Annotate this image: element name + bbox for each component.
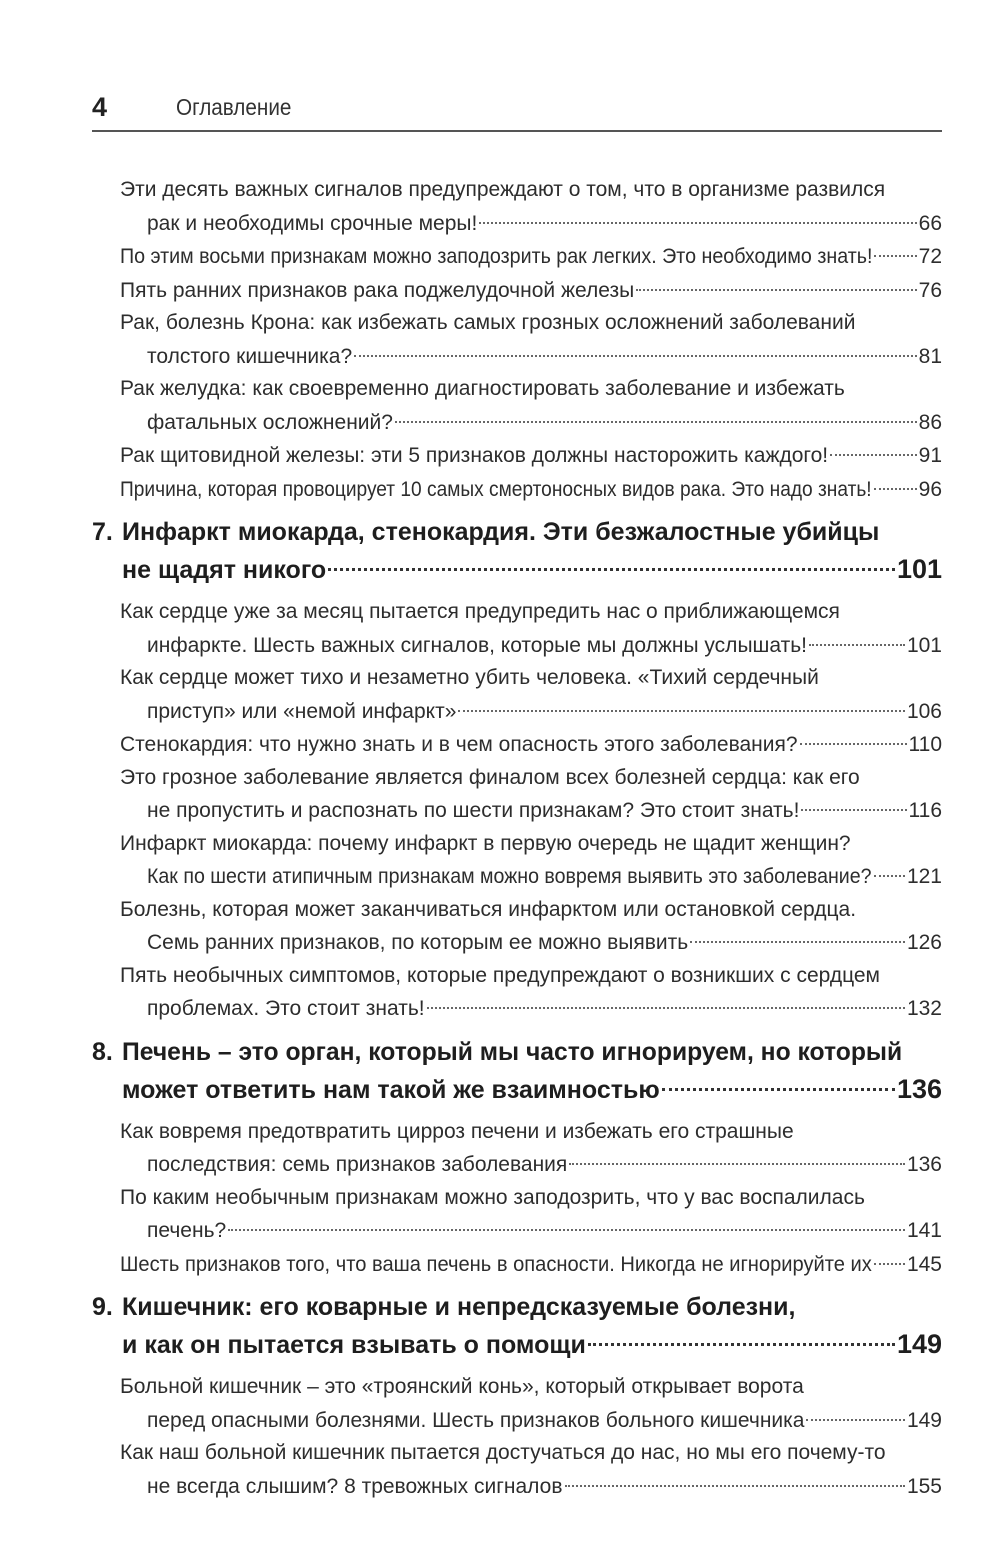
toc-entry[interactable] — [92, 894, 942, 960]
toc-page-number: 126 — [906, 931, 942, 954]
chapter-page-number: 149 — [896, 1329, 942, 1359]
dot-leader — [636, 268, 916, 291]
toc-page-number: 121 — [906, 865, 942, 888]
toc-page-number: 86 — [918, 410, 942, 434]
toc-entry[interactable] — [92, 439, 942, 473]
dot-leader — [662, 1063, 895, 1091]
toc-entry-text: Как наш больной кишечник пытается достучаться до нас, но мы его почему-то — [120, 1441, 886, 1464]
toc-entry-text: фатальных осложнений? — [147, 410, 393, 434]
toc-entry-text: По этим восьми признакам можно заподозрить рак легких. Это необходимо знать! — [120, 245, 873, 268]
toc-entry-text: Рак щитовидной железы: эти 5 признаков должны насторожить каждого! — [120, 444, 829, 467]
toc-entry[interactable] — [92, 174, 942, 240]
toc-entry-text: Причина, которая провоцирует 10 самых смертоносных видов рака. Это надо знать! — [120, 477, 872, 501]
chapter-title: Кишечник: его коварные и непредсказуемые болезни, — [122, 1293, 796, 1321]
dot-leader — [690, 920, 905, 943]
toc-entry-text: Болезнь, которая может заканчиваться инфарктом или остановкой сердца. — [120, 897, 857, 921]
dot-leader — [228, 1208, 905, 1231]
toc-entry[interactable] — [92, 728, 942, 762]
toc-page-number: 72 — [918, 245, 942, 268]
toc-entry[interactable] — [92, 274, 942, 308]
toc-page-number: 145 — [906, 1252, 942, 1276]
toc-page-number: 106 — [906, 699, 942, 723]
toc-entry[interactable] — [92, 1371, 942, 1437]
toc-entry[interactable] — [92, 1182, 942, 1248]
dot-leader — [328, 543, 895, 571]
toc-page-number: 76 — [918, 278, 942, 302]
toc-page-number: 96 — [918, 477, 942, 501]
toc-entry-text: Инфаркт миокарда: почему инфаркт в первую очередь не щадит женщин? — [120, 831, 851, 855]
dot-leader — [479, 201, 916, 224]
dot-leader — [801, 788, 906, 811]
toc-entry-text: Шесть признаков того, что ваша печень в опасности. Никогда не игнорируйте их — [120, 1252, 872, 1276]
toc-page-number: 101 — [906, 633, 942, 657]
toc-page-number: 81 — [918, 344, 942, 368]
toc-entry-text: последствия: семь признаков заболевания — [147, 1153, 568, 1176]
dot-leader — [830, 433, 917, 456]
toc-entry-text: не всегда слышим? 8 тревожных сигналов — [147, 1474, 563, 1498]
toc-entry-text: рак и необходимы срочные меры! — [147, 211, 478, 235]
toc-page-number: 155 — [906, 1474, 942, 1498]
toc-page-number: 110 — [908, 733, 942, 756]
toc-entry-text: Больной кишечник – это «троянский конь», который открывает ворота — [120, 1375, 804, 1398]
toc-entry-text: инфаркте. Шесть важных сигналов, которые мы должны услышать! — [147, 633, 807, 657]
toc-page-number: 149 — [906, 1408, 942, 1432]
toc-entry-text: Рак, болезнь Крона: как избежать самых грозных осложнений заболеваний — [120, 311, 856, 334]
toc-entry[interactable] — [92, 828, 942, 894]
toc-page-number: 141 — [906, 1219, 942, 1242]
dot-leader — [874, 854, 905, 877]
chapter-number: 7. — [92, 518, 113, 546]
toc-entry-text: Как сердце уже за месяц пытается предупредить нас о приближающемся — [120, 600, 840, 623]
dot-leader — [809, 623, 905, 646]
chapter-title: и как он пытается взывать о помощи — [122, 1331, 586, 1359]
dot-leader — [806, 1398, 904, 1421]
dot-leader — [427, 986, 905, 1009]
table-of-contents — [92, 174, 942, 1503]
toc-entry[interactable] — [92, 307, 942, 373]
toc-page-number: 91 — [918, 444, 942, 467]
toc-page-number: 66 — [918, 211, 942, 235]
toc-entry-text: печень? — [147, 1219, 227, 1242]
toc-entry-text: Стенокардия: что нужно знать и в чем опасность этого заболевания? — [120, 733, 798, 756]
toc-chapter[interactable] — [92, 1034, 942, 1108]
chapter-page-number: 101 — [896, 554, 942, 584]
chapter-number: 9. — [92, 1293, 113, 1321]
toc-entry-text: По каким необычным признакам можно заподозрить, что у вас воспалилась — [120, 1185, 865, 1209]
chapter-title: не щадят никого — [122, 556, 327, 584]
page-header — [92, 92, 942, 132]
toc-entry-text: Эти десять важных сигналов предупреждают о том, что в организме развился — [120, 178, 886, 201]
toc-entry[interactable] — [92, 596, 942, 662]
toc-chapter[interactable] — [92, 514, 942, 588]
chapter-title: Инфаркт миокарда, стенокардия. Эти безжалостные убийцы — [122, 518, 880, 546]
toc-entry[interactable] — [92, 662, 942, 728]
toc-entry-text: приступ» или «немой инфаркт» — [147, 699, 457, 723]
toc-entry-text: Пять необычных симптомов, которые предупреждают о возникших с сердцем — [120, 963, 880, 987]
toc-entry[interactable] — [92, 1437, 942, 1503]
toc-entry-text: Пять ранних признаков рака поджелудочной железы — [120, 278, 635, 302]
toc-page-number: 132 — [906, 997, 942, 1020]
toc-entry-text: Как по шести атипичным признакам можно вовремя выявить это заболевание? — [147, 865, 872, 888]
chapter-page-number: 136 — [896, 1073, 942, 1104]
toc-entry-text: перед опасными болезнями. Шесть признаков больного кишечника — [147, 1408, 805, 1432]
toc-entry-text: Как вовремя предотвратить цирроз печени и избежать его страшные — [120, 1119, 794, 1143]
dot-leader — [569, 1142, 905, 1165]
toc-entry[interactable] — [92, 1116, 942, 1182]
toc-entry[interactable] — [92, 960, 942, 1026]
toc-entry-text: Это грозное заболевание является финалом всех болезней сердца: как его — [120, 765, 860, 789]
toc-entry-text: Семь ранних признаков, по которым ее можно выявить — [147, 931, 689, 954]
chapter-title: может ответить нам такой же взаимностью — [122, 1075, 660, 1104]
toc-page-number: 116 — [908, 799, 942, 822]
dot-leader — [565, 1464, 905, 1487]
toc-entry-text: не пропустить и распознать по шести признакам? Это стоит знать! — [147, 799, 800, 822]
toc-entry[interactable] — [92, 762, 942, 828]
dot-leader — [874, 1242, 905, 1265]
dot-leader — [800, 722, 907, 745]
toc-entry-text: проблемах. Это стоит знать! — [147, 997, 425, 1020]
dot-leader — [458, 689, 905, 712]
running-title: Оглавление — [176, 94, 292, 120]
toc-entry-text: Как сердце может тихо и незаметно убить человека. «Тихий сердечный — [120, 666, 819, 689]
toc-entry[interactable] — [92, 473, 942, 507]
toc-chapter[interactable] — [92, 1289, 942, 1363]
dot-leader — [874, 467, 917, 490]
toc-page-number: 136 — [906, 1153, 942, 1176]
toc-entry-text: Рак желудка: как своевременно диагностировать заболевание и избежать — [120, 377, 845, 400]
toc-entry[interactable] — [92, 373, 942, 439]
chapter-title: Печень – это орган, который мы часто игнорируем, но который — [122, 1037, 903, 1066]
toc-entry[interactable] — [92, 1248, 942, 1282]
chapter-number: 8. — [92, 1037, 113, 1066]
dot-leader — [395, 400, 917, 423]
dot-leader — [874, 234, 916, 257]
page-number: 4 — [92, 92, 108, 122]
dot-leader — [354, 334, 916, 357]
toc-entry-text: толстого кишечника? — [147, 344, 353, 368]
dot-leader — [588, 1318, 895, 1346]
